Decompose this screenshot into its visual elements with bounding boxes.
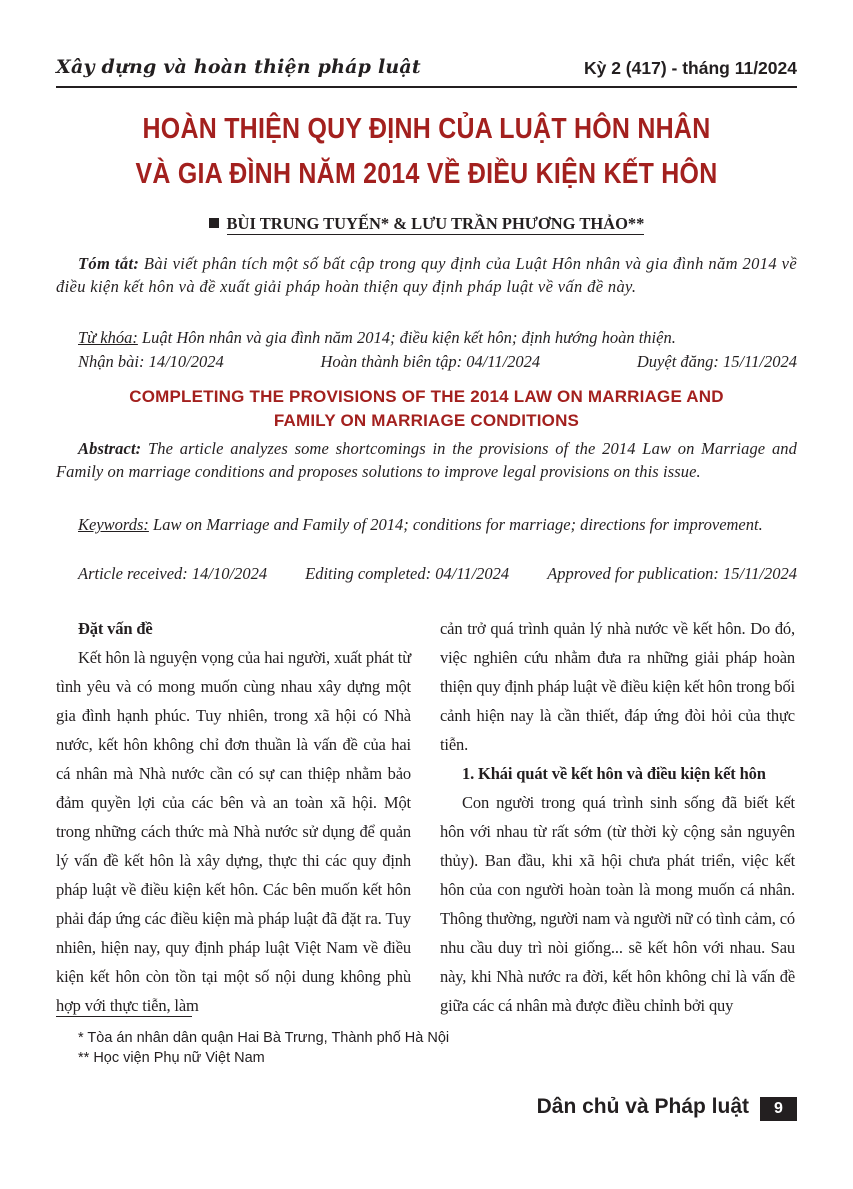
intro-heading: Đặt vấn đề bbox=[78, 619, 153, 638]
running-header bbox=[56, 54, 797, 86]
footer-publication-name: Dân chủ và Pháp luật bbox=[536, 1095, 749, 1118]
en-date-edited: Editing completed: 04/11/2024 bbox=[305, 564, 510, 583]
en-title-line-2: FAMILY ON MARRIAGE CONDITIONS bbox=[273, 411, 580, 430]
en-date-approved: Approved for publication: 15/11/2024 bbox=[547, 564, 797, 583]
vi-date-received: Nhận bài: 14/10/2024 bbox=[78, 352, 224, 371]
footnote-rule bbox=[56, 1016, 192, 1017]
en-date-received: Article received: 14/10/2024 bbox=[78, 564, 268, 583]
body-column-right bbox=[440, 614, 795, 1020]
intro-paragraph: Kết hôn là nguyện vọng của hai người, xuất phát từ tình yêu và có mong muốn cùng nhau xây dựng một gia đình hạnh phúc. Tuy nhiên, trong xã hội có Nhà nước, kết hôn không chỉ đơn thuần là vấn đề của hai cá nhân mà Nhà nước cần có sự can thiệp nhằm bảo đảm quyền lợi của các bên và an toàn xã hội. Một trong những cách thức mà Nhà nước sử dụng để quản lý vấn đề kết hôn là xây dựng, thực thi các quy định pháp luật về điều kiện kết hôn. Các bên muốn kết hôn phải đáp ứng các điều kiện mà pháp luật đã đặt ra. Tuy nhiên, hiện nay, quy định pháp luật Việt Nam về điều kiện kết hôn còn tồn tại một số nội dung không phù hợp với thực tiễn, làm bbox=[56, 648, 411, 1015]
en-keywords-text: Law on Marriage and Family of 2014; conditions for marriage; directions for improvement. bbox=[148, 515, 763, 534]
intro-continuation: cản trở quá trình quản lý nhà nước về kết hôn. Do đó, việc nghiên cứu nhằm đưa ra những giải pháp hoàn thiện quy định pháp luật về điều kiện kết hôn trong bối cảnh hiện nay là cần thiết, đáp ứng đòi hỏi của thực tiễn. bbox=[440, 619, 795, 754]
en-dates bbox=[78, 564, 797, 584]
vi-keywords-label: Từ khóa: bbox=[78, 328, 138, 347]
body-column-left bbox=[56, 614, 411, 1020]
article-title-line-2: VÀ GIA ĐÌNH NĂM 2014 VỀ ĐIỀU KIỆN KẾT HÔN bbox=[135, 158, 718, 190]
page-number: 9 bbox=[760, 1097, 797, 1121]
vi-abstract bbox=[56, 252, 797, 298]
en-abstract bbox=[56, 437, 797, 483]
en-abstract-label: Abstract: bbox=[78, 439, 142, 458]
journal-section-name: Xây dựng và hoàn thiện pháp luật bbox=[56, 56, 421, 78]
footnote-2: ** Học viện Phụ nữ Việt Nam bbox=[78, 1050, 265, 1066]
vi-date-edited: Hoàn thành biên tập: 04/11/2024 bbox=[320, 352, 541, 371]
article-authors bbox=[0, 214, 853, 234]
en-abstract-text: The article analyzes some shortcomings in the provisions of the 2014 Law on Marriage and Family on marriage conditions and proposes solutions to improve legal provisions on this issue. bbox=[56, 439, 797, 481]
vi-date-approved: Duyệt đăng: 15/11/2024 bbox=[636, 352, 797, 371]
en-keywords bbox=[56, 513, 797, 536]
vi-abstract-text: Bài viết phân tích một số bất cập trong quy định của Luật Hôn nhân và gia đình năm 2014 về điều kiện kết hôn và đề xuất giải pháp hoàn thiện quy định pháp luật về vấn đề này. bbox=[56, 254, 797, 296]
section-1-heading: 1. Khái quát về kết hôn và điều kiện kết hôn bbox=[462, 764, 766, 783]
square-bullet-icon bbox=[209, 218, 219, 228]
vi-keywords-text: Luật Hôn nhân và gia đình năm 2014; điều kiện kết hôn; định hướng hoàn thiện. bbox=[137, 328, 676, 347]
en-keywords-label: Keywords: bbox=[78, 515, 149, 534]
vi-dates bbox=[78, 352, 797, 372]
authors-text: BÙI TRUNG TUYẾN* & LƯU TRẦN PHƯƠNG THẢO** bbox=[226, 214, 645, 233]
issue-info: Kỳ 2 (417) - tháng 11/2024 bbox=[583, 58, 797, 78]
en-title-line-1: COMPLETING THE PROVISIONS OF THE 2014 LAW ON MARRIAGE AND bbox=[129, 387, 724, 406]
section-1-paragraph: Con người trong quá trình sinh sống đã biết kết hôn với nhau từ rất sớm (từ thời kỳ cộng sản nguyên thủy). Ban đầu, khi xã hội chưa phát triển, việc kết hôn của con người hoàn toàn là mong muốn cá nhân. Thông thường, người nam và người nữ có tình cảm, có nhu cầu duy trì nòi giống... sẽ kết hôn với nhau. Sau này, khi Nhà nước ra đời, kết hôn không chỉ là vấn đề giữa các cá nhân mà được điều chỉnh bởi quy bbox=[440, 793, 795, 1015]
footnote-1: * Tòa án nhân dân quận Hai Bà Trưng, Thành phố Hà Nội bbox=[78, 1030, 450, 1046]
vi-abstract-label: Tóm tắt: bbox=[78, 254, 140, 273]
article-title-line-1: HOÀN THIỆN QUY ĐỊNH CỦA LUẬT HÔN NHÂN bbox=[142, 113, 711, 145]
vi-keywords bbox=[78, 328, 676, 348]
header-rule bbox=[56, 86, 797, 88]
